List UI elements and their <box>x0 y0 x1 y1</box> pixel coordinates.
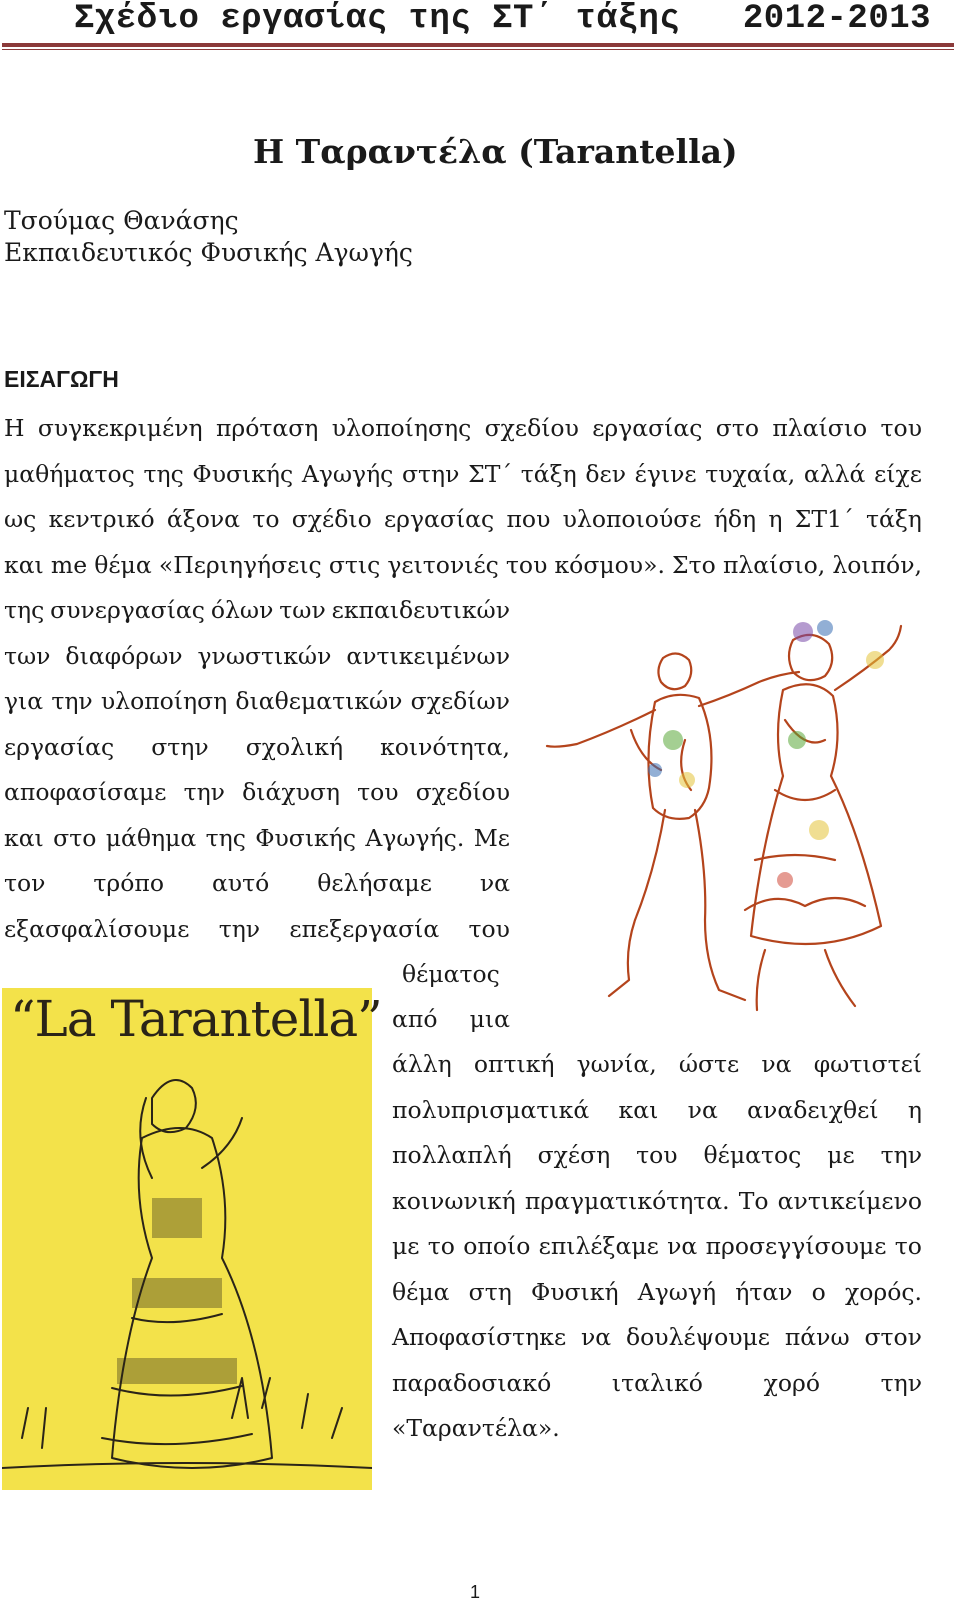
word: πολλαπλή <box>392 1141 512 1169</box>
word: να <box>667 1232 698 1260</box>
word: και <box>4 550 44 579</box>
text-line <box>4 776 510 822</box>
word: έγινε <box>634 459 697 488</box>
word: είχε <box>874 459 922 488</box>
word: θέμα <box>94 550 152 579</box>
word: με <box>392 1232 420 1260</box>
word: στην <box>151 732 209 761</box>
word: του <box>636 1141 678 1169</box>
word: ιταλικό <box>611 1368 703 1397</box>
word: σχέδιο <box>291 505 372 533</box>
word: Αγωγής <box>301 459 394 488</box>
poster-engraving-image <box>2 1058 372 1490</box>
text-line <box>392 1048 922 1094</box>
word: πάνω <box>784 1323 850 1351</box>
word: γειτονιές <box>387 550 499 579</box>
text-line <box>392 1003 510 1035</box>
word: αλλά <box>803 459 866 488</box>
word: του <box>468 914 510 943</box>
word: των <box>4 641 51 670</box>
word: τάξη <box>865 505 922 533</box>
word: ΣΤ1΄ <box>794 505 854 533</box>
word: λοιπόν, <box>832 550 922 579</box>
word: από <box>392 1005 438 1033</box>
word: σχεδίου <box>415 778 510 806</box>
text-line <box>392 1276 922 1322</box>
word: Στο <box>672 550 716 579</box>
word: του <box>880 414 922 442</box>
word: ΣΤ΄ <box>468 459 513 488</box>
word: κόσμου». <box>554 550 665 579</box>
author-name: Τσούμας Θανάσης <box>4 206 239 235</box>
word: χορό <box>763 1368 820 1397</box>
word: των <box>279 596 326 624</box>
intro-paragraph-right-column <box>392 1048 922 1458</box>
word: την <box>183 778 225 806</box>
text-line <box>4 458 922 504</box>
word: μάθημα <box>105 823 197 852</box>
word: που <box>506 505 551 533</box>
word: διάχυση <box>242 778 340 806</box>
word: της <box>205 823 246 852</box>
word: άλλη <box>392 1050 452 1078</box>
word: στο <box>53 823 97 852</box>
word: την <box>880 1141 922 1169</box>
word: Με <box>473 823 510 852</box>
page-number: 1 <box>470 1582 481 1602</box>
word: «Περιηγήσεις <box>158 550 322 579</box>
word: θέματος <box>703 1141 802 1169</box>
intro-paragraph-full <box>4 412 922 594</box>
word: θελήσαμε <box>317 869 432 897</box>
word: υλοποιούσε <box>562 505 702 533</box>
word: σχεδίων <box>410 687 510 715</box>
text-line <box>392 1139 922 1185</box>
word: σχεδίου <box>484 414 579 442</box>
word: δεν <box>585 459 626 488</box>
header-rule-thick <box>2 43 954 47</box>
word: του <box>357 778 399 806</box>
text-line <box>4 640 510 686</box>
word: διαφόρων <box>65 641 183 670</box>
word: να <box>581 1323 612 1351</box>
word: εξασφαλίσουμε <box>4 914 190 943</box>
section-heading: ΕΙΣΑΓΩΓΗ <box>4 366 119 392</box>
word: οπτική <box>473 1050 555 1078</box>
text-line <box>4 503 922 549</box>
word: σχέση <box>537 1141 611 1169</box>
word: πραγματικότητα. <box>524 1186 730 1215</box>
word: γνωστικών <box>197 641 332 670</box>
word: Φυσικής <box>255 823 356 852</box>
word: στο <box>715 414 759 442</box>
word: προσεγγίσουμε <box>705 1232 887 1260</box>
word: κοινότητα, <box>380 732 510 761</box>
word: Αγωγής. <box>365 823 465 852</box>
word: σχολική <box>245 732 344 761</box>
word: το <box>427 1232 455 1260</box>
word: πολυπρισματικά <box>392 1095 590 1124</box>
word: πλαίσιο, <box>722 550 826 579</box>
word: στη <box>468 1277 512 1306</box>
word: αποφασίσαμε <box>4 778 167 806</box>
word: αντικείμενο <box>777 1186 922 1215</box>
word: οποίο <box>463 1232 531 1260</box>
word: να <box>687 1095 718 1124</box>
word: ήδη <box>713 505 757 533</box>
word: και <box>4 823 44 852</box>
word: δουλέψουμε <box>626 1323 770 1351</box>
word: και <box>618 1095 659 1124</box>
text-line: θέματος <box>402 960 500 988</box>
word: αναδειχθεί <box>747 1095 879 1124</box>
word: τρόπο <box>93 869 164 897</box>
text-line <box>392 1367 922 1413</box>
word: πλαίσιο <box>772 414 868 442</box>
word: υλοποίησης <box>331 414 472 442</box>
word: υλοποίηση <box>100 687 228 715</box>
word: τάξη <box>520 459 577 488</box>
dancers-sketch-image <box>535 610 915 1030</box>
word: Το <box>738 1186 769 1215</box>
word: να <box>479 869 510 897</box>
word: εργασίας <box>4 732 115 761</box>
document-title: Η Ταραντέλα (Tarantella) <box>253 132 738 171</box>
word: εργασίας <box>384 505 495 533</box>
word: κεντρικό <box>48 505 155 533</box>
author-role: Εκπαιδευτικός Φυσικής Αγωγής <box>4 238 413 267</box>
word: φωτιστεί <box>813 1050 922 1078</box>
word: με <box>827 1141 855 1169</box>
text-line <box>4 594 510 640</box>
text-line <box>392 1321 922 1367</box>
word: άξονα <box>166 505 241 533</box>
word: στις <box>328 550 381 579</box>
text-line <box>4 731 510 777</box>
word: πρόταση <box>215 414 319 442</box>
text-line <box>4 549 922 595</box>
word: της <box>4 596 45 624</box>
word: συνεργασίας <box>50 596 205 624</box>
word: μια <box>469 1005 510 1033</box>
author-block <box>4 205 413 269</box>
text-line <box>4 412 922 458</box>
word: διαθεματικών <box>235 687 403 715</box>
word: για <box>4 687 44 715</box>
word: το <box>252 505 280 533</box>
word: την <box>218 914 261 943</box>
word: στον <box>864 1323 922 1351</box>
word: Φυσική <box>530 1277 619 1306</box>
text-line <box>4 685 510 731</box>
word: αυτό <box>211 869 270 897</box>
word: εκπαιδευτικών <box>331 596 510 624</box>
word: τον <box>4 869 46 897</box>
word: θέμα <box>392 1277 450 1306</box>
text-line <box>392 1094 922 1140</box>
word: Η <box>4 414 25 442</box>
word: όλων <box>210 596 274 624</box>
word: me <box>50 550 88 579</box>
word: Αποφασίστηκε <box>392 1323 567 1351</box>
word: εργασίας <box>592 414 703 442</box>
word: να <box>761 1050 792 1078</box>
word: η <box>907 1095 922 1124</box>
word: ήταν <box>735 1277 793 1306</box>
word: του <box>505 550 548 579</box>
word: μαθήματος <box>4 459 135 488</box>
text-line: «Ταραντέλα». <box>392 1414 560 1442</box>
text-line <box>392 1230 922 1276</box>
word: συγκεκριμένη <box>37 414 203 442</box>
tarantella-poster <box>2 988 382 1490</box>
word: επιλέξαμε <box>538 1232 659 1260</box>
word: Αγωγή <box>637 1277 717 1306</box>
word: ως <box>4 505 37 533</box>
poster-title: “La Tarantella” <box>10 990 382 1048</box>
word: ο <box>811 1277 826 1306</box>
text-line <box>4 913 510 959</box>
word: παραδοσιακό <box>392 1368 552 1397</box>
header-title: Σχέδιο εργασίας της ΣΤ΄ τάξης 2012-2013 <box>74 0 932 38</box>
word: την <box>880 1368 922 1397</box>
word: η <box>768 505 783 533</box>
text-line <box>4 822 510 868</box>
word: τυχαία, <box>705 459 796 488</box>
word: αντικειμένων <box>346 641 510 670</box>
word: γωνία, <box>576 1050 657 1078</box>
dancers-illustration <box>535 610 915 1030</box>
word: της <box>143 459 184 488</box>
word: επεξεργασία <box>289 914 440 943</box>
word: στην <box>401 459 460 488</box>
word: κοινωνική <box>392 1186 516 1215</box>
intro-paragraph-left-column <box>4 594 510 958</box>
word: ώστε <box>678 1050 740 1078</box>
word: χορός. <box>845 1277 922 1306</box>
text-line <box>4 867 510 913</box>
word: το <box>894 1232 922 1260</box>
word: Φυσικής <box>192 459 294 488</box>
header-rule-thin <box>2 49 954 50</box>
text-line <box>392 1185 922 1231</box>
word: την <box>51 687 93 715</box>
